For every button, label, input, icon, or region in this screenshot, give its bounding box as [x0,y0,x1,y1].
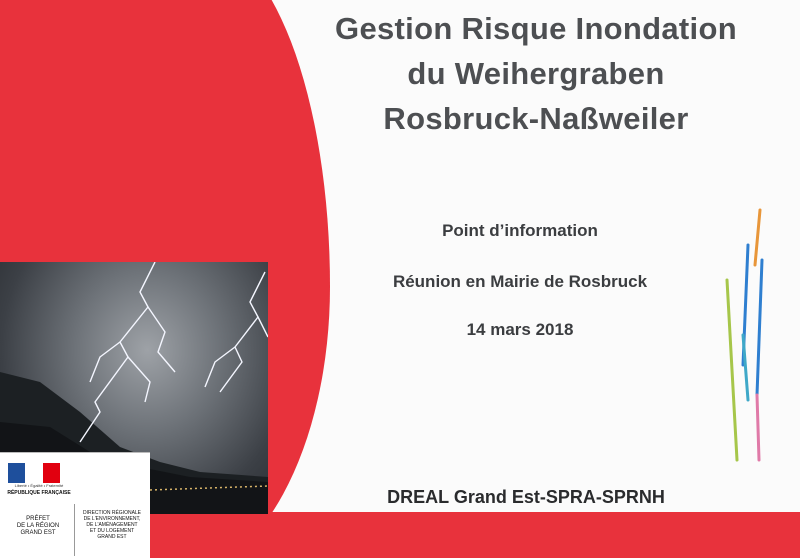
title-line-3: Rosbruck-Naßweiler [383,101,689,136]
marianne-logo [8,463,60,483]
marianne-motto: Liberté • Égalité • Fraternité [14,483,64,488]
logo-divider [74,504,75,556]
info-line-1: Point d’information [442,221,598,240]
info-line-2: Réunion en Mairie de Rosbruck [392,272,648,291]
decorative-stripes [715,205,775,465]
title-line-1: Gestion Risque Inondation [335,11,737,46]
dreal-logo-text: DIRECTION RÉGIONALE DE L'ENVIRONNEMENT, DE L'AMÉNAGEMENT ET DU LOGEMENT GRAND EST [82,510,142,540]
footer-text: DREAL Grand Est-SPRA-SPRNH [387,487,665,507]
republique-francaise-text: RÉPUBLIQUE FRANÇAISE [7,490,71,496]
red-footer-band [140,512,800,558]
page-title [296,6,776,141]
title-line-2: du Weihergraben [407,56,665,91]
prefet-text: PRÉFET DE LA RÉGION GRAND EST [16,516,60,536]
info-line-3: 14 mars 2018 [466,320,574,339]
